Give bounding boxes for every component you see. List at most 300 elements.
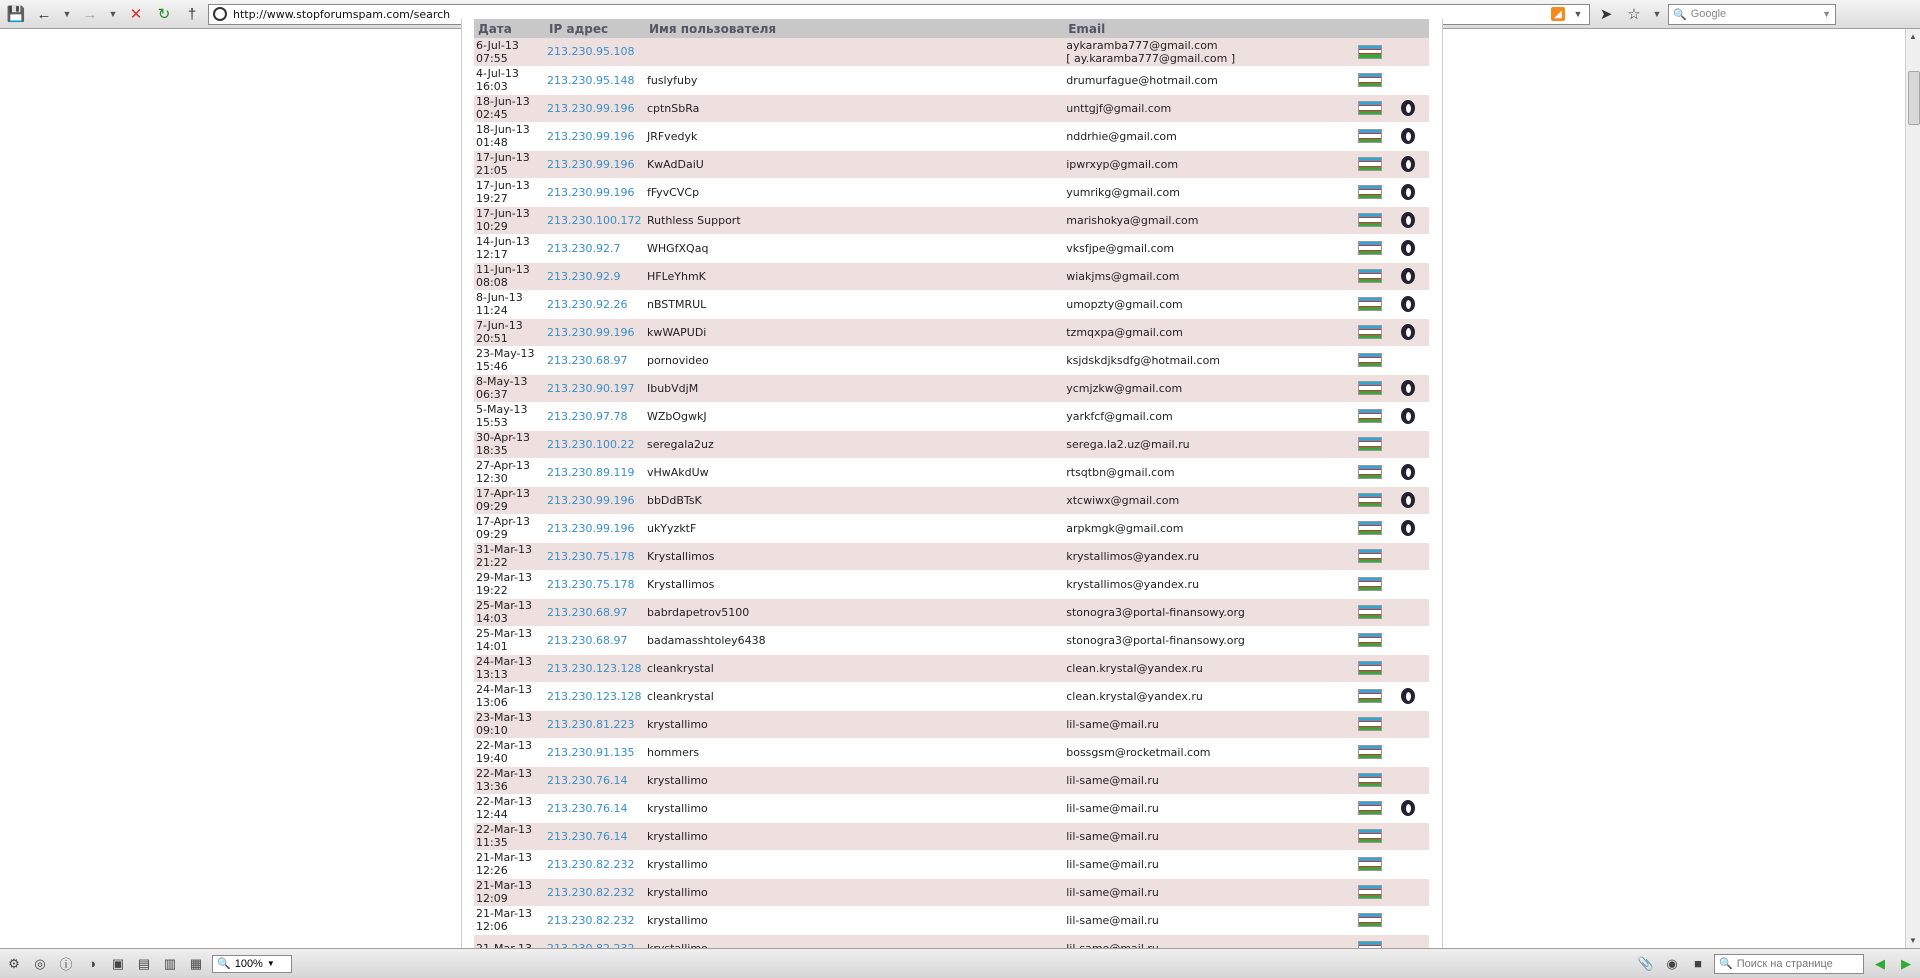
cell-ip-link[interactable]: 213.230.99.196: [547, 325, 635, 339]
table-row: [474, 178, 1429, 206]
cell-ip-link[interactable]: 213.230.99.196: [547, 157, 635, 171]
cell-flag: [1356, 486, 1399, 514]
cell-flag: [1356, 794, 1399, 822]
cell-ip-link[interactable]: 213.230.82.232: [547, 857, 635, 871]
table-row: [474, 374, 1429, 402]
cell-date: [474, 486, 545, 514]
cell-flag: [1356, 430, 1399, 458]
cell-username: WZbOgwkJ: [646, 409, 707, 423]
email-text: yumrikg@gmail.com: [1066, 185, 1180, 199]
scroll-up-arrow-icon[interactable]: ▲: [1909, 32, 1917, 41]
zoom-icon: 🔍: [217, 958, 231, 970]
cell-flag: [1356, 206, 1399, 234]
cell-flag: [1356, 66, 1399, 94]
cell-flag: [1356, 346, 1399, 374]
cell-username: ukYyzktF: [646, 521, 697, 535]
status-bar: [0, 948, 1920, 978]
cell-tor: [1399, 122, 1429, 150]
cell-flag: [1356, 654, 1399, 682]
time-text: 09:29: [476, 528, 508, 541]
tor-onion-icon[interactable]: [1401, 296, 1415, 312]
email-text: arpkmgk@gmail.com: [1066, 521, 1184, 535]
uzbekistan-flag-icon: [1358, 857, 1382, 871]
cell-email: [1064, 206, 1356, 234]
zoom-control[interactable]: [212, 955, 292, 973]
time-text: 12:17: [476, 248, 508, 261]
time-text: 14:01: [476, 640, 508, 653]
cell-ip-link[interactable]: 213.230.75.178: [547, 577, 635, 591]
cell-username: Krystallimos: [646, 549, 715, 563]
cell-ip-link[interactable]: 213.230.92.7: [547, 241, 621, 255]
table-row: [474, 542, 1429, 570]
cell-tor: [1399, 374, 1429, 402]
tor-onion-icon[interactable]: [1401, 380, 1415, 396]
cell-username: KwAdDaiU: [646, 157, 704, 171]
date-text: 14-Jun-13: [476, 235, 530, 248]
cell-date: [474, 682, 545, 710]
table-row: [474, 878, 1429, 906]
zoom-dropdown-icon[interactable]: ▼: [266, 959, 275, 968]
email-text: krystallimos@yandex.ru: [1066, 577, 1200, 591]
cell-email: [1064, 290, 1356, 318]
cell-username: [645, 38, 1064, 66]
table-row: [474, 206, 1429, 234]
time-text: 19:27: [476, 192, 508, 205]
cell-tor: [1399, 38, 1429, 66]
zoom-value[interactable]: 100%: [234, 957, 263, 970]
email-text: xtcwiwx@gmail.com: [1066, 493, 1180, 507]
tor-onion-icon[interactable]: [1401, 688, 1415, 704]
uzbekistan-flag-icon: [1358, 465, 1382, 479]
date-text: 21-Mar-13: [476, 879, 532, 892]
cell-ip-link[interactable]: 213.230.82.232: [547, 885, 635, 899]
time-text: 12:09: [476, 892, 508, 905]
table-row: [474, 262, 1429, 290]
date-text: 17-Apr-13: [476, 487, 531, 500]
cell-username: nBSTMRUL: [646, 297, 707, 311]
time-text: 12:30: [476, 472, 508, 485]
cell-email: [1064, 542, 1356, 570]
table-row: [474, 626, 1429, 654]
page-info-icon[interactable]: ■: [1694, 956, 1702, 971]
time-text: 06:37: [476, 388, 508, 401]
cell-date: [474, 178, 545, 206]
time-text: 21:22: [476, 556, 508, 569]
uzbekistan-flag-icon: [1358, 717, 1382, 731]
cell-date: [474, 66, 545, 94]
cell-email: [1064, 402, 1356, 430]
cell-ip-link[interactable]: 213.230.92.9: [547, 269, 621, 283]
cell-ip-link[interactable]: 213.230.95.148: [547, 73, 635, 87]
cell-username: Ruthless Support: [646, 213, 741, 227]
uzbekistan-flag-icon: [1358, 633, 1382, 647]
cell-username: seregala2uz: [646, 437, 714, 451]
panels-toggle-icon[interactable]: ⚙: [8, 955, 20, 971]
tor-onion-icon[interactable]: [1401, 156, 1415, 172]
cell-date: [474, 794, 545, 822]
cell-flag: [1356, 514, 1399, 542]
find-previous-icon[interactable]: ◀: [1875, 955, 1885, 971]
email-text: clean.krystal@yandex.ru: [1066, 689, 1203, 703]
header-email[interactable]: Email: [1068, 21, 1106, 36]
cell-tor: [1399, 430, 1429, 458]
date-text: 21-Mar-13: [476, 851, 532, 864]
table-header-row: [474, 19, 1429, 38]
cell-flag: [1356, 626, 1399, 654]
cell-date: [474, 234, 545, 262]
email-text: nddrhie@gmail.com: [1066, 129, 1177, 143]
cell-username: krystallimo: [646, 857, 708, 871]
table-row: [474, 318, 1429, 346]
reload-button[interactable]: ↻: [157, 6, 171, 23]
cell-tor: [1399, 794, 1429, 822]
cell-date: [474, 290, 545, 318]
time-text: 09:10: [476, 724, 508, 737]
cell-ip-link[interactable]: 213.230.123.128: [547, 661, 642, 675]
forward-history-chevron-icon[interactable]: ▼: [108, 9, 118, 19]
email-text: aykaramba777@gmail.com: [1066, 38, 1218, 52]
back-button[interactable]: ←: [36, 5, 52, 23]
uzbekistan-flag-icon: [1358, 549, 1382, 563]
cell-ip-link[interactable]: 213.230.76.14: [547, 829, 628, 843]
cell-username: krystallimo: [646, 801, 708, 815]
uzbekistan-flag-icon: [1358, 73, 1382, 87]
time-text: 15:53: [476, 416, 508, 429]
email-text: serega.la2.uz@mail.ru: [1066, 437, 1190, 451]
cell-flag: [1356, 710, 1399, 738]
date-text: 29-Mar-13: [476, 571, 532, 584]
cell-email: [1064, 122, 1356, 150]
table-row: [474, 402, 1429, 430]
cell-ip-link[interactable]: 213.230.68.97: [547, 633, 628, 647]
uzbekistan-flag-icon: [1358, 605, 1382, 619]
tor-onion-icon[interactable]: [1401, 800, 1415, 816]
cell-email: [1064, 654, 1356, 682]
cell-flag: [1356, 150, 1399, 178]
stop-button[interactable]: ✕: [129, 6, 143, 23]
images-icon[interactable]: ▣: [111, 955, 125, 971]
search-engine-dropdown-icon[interactable]: ▼: [1822, 9, 1831, 19]
cell-flag: [1356, 682, 1399, 710]
cell-email: [1064, 738, 1356, 766]
cell-email: [1064, 262, 1356, 290]
cell-ip-link[interactable]: 213.230.76.14: [547, 801, 628, 815]
uzbekistan-flag-icon: [1358, 773, 1382, 787]
find-next-icon[interactable]: ▶: [1901, 955, 1911, 971]
cell-date: [474, 318, 545, 346]
cell-ip-link[interactable]: 213.230.99.196: [547, 185, 635, 199]
email-text: lil-same@mail.ru: [1066, 717, 1159, 731]
uzbekistan-flag-icon: [1358, 381, 1382, 395]
cell-ip-link[interactable]: 213.230.81.223: [547, 717, 635, 731]
email-text: lil-same@mail.ru: [1066, 885, 1159, 899]
cell-flag: [1356, 458, 1399, 486]
cell-email: [1064, 570, 1356, 598]
cell-email: [1064, 430, 1356, 458]
table-row: [474, 290, 1429, 318]
email-text: ipwrxyp@gmail.com: [1066, 157, 1179, 171]
cell-username: cleankrystal: [646, 689, 714, 703]
uzbekistan-flag-icon: [1358, 325, 1382, 339]
date-text: 25-Mar-13: [476, 627, 532, 640]
cell-ip-link[interactable]: 213.230.123.128: [547, 689, 642, 703]
cell-ip-link[interactable]: 213.230.90.197: [547, 381, 635, 395]
cell-ip-link[interactable]: 213.230.91.135: [547, 745, 635, 759]
cell-email: [1064, 38, 1356, 66]
date-text: 11-Jun-13: [476, 263, 530, 276]
date-text: 18-Jun-13: [476, 123, 530, 136]
cell-username: WHGfXQaq: [646, 241, 709, 255]
time-text: 15:46: [476, 360, 508, 373]
cell-tor: [1399, 626, 1429, 654]
spam-records-table: [474, 19, 1429, 963]
email-alt-text: [ ay.karamba777@gmail.com ]: [1066, 51, 1236, 65]
email-text: rtsqtbn@gmail.com: [1066, 465, 1175, 479]
cell-username: krystallimo: [646, 717, 708, 731]
table-row: [474, 150, 1429, 178]
tor-onion-icon[interactable]: [1401, 324, 1415, 340]
cell-date: [474, 262, 545, 290]
time-text: 19:40: [476, 752, 508, 765]
back-history-chevron-icon[interactable]: ▼: [62, 9, 72, 19]
tor-onion-icon[interactable]: [1401, 268, 1415, 284]
table-row: [474, 710, 1429, 738]
cell-email: [1064, 822, 1356, 850]
cell-username: krystallimo: [646, 913, 708, 927]
uzbekistan-flag-icon: [1358, 885, 1382, 899]
table-row: [474, 38, 1429, 66]
cell-date: [474, 402, 545, 430]
date-text: 27-Apr-13: [476, 459, 531, 472]
cell-date: [474, 626, 545, 654]
cell-ip-link[interactable]: 213.230.95.108: [547, 45, 635, 59]
cell-ip-link[interactable]: 213.230.99.196: [547, 521, 635, 535]
email-text: stonogra3@portal-finansowy.org: [1066, 605, 1245, 619]
email-text: lil-same@mail.ru: [1066, 857, 1159, 871]
vertical-scrollbar[interactable]: [1905, 29, 1920, 948]
wand-icon[interactable]: †: [187, 5, 197, 23]
email-text: stonogra3@portal-finansowy.org: [1066, 633, 1245, 647]
uzbekistan-flag-icon: [1358, 269, 1382, 283]
page-container: [461, 19, 1443, 959]
table-row: [474, 738, 1429, 766]
header-ip[interactable]: IP адрес: [549, 21, 609, 36]
cell-email: [1064, 346, 1356, 374]
cell-tor: [1399, 486, 1429, 514]
cell-flag: [1356, 570, 1399, 598]
email-text: marishokya@gmail.com: [1066, 213, 1199, 227]
cell-tor: [1399, 458, 1429, 486]
uzbekistan-flag-icon: [1358, 689, 1382, 703]
email-text: lil-same@mail.ru: [1066, 829, 1159, 843]
table-row: [474, 598, 1429, 626]
time-text: 13:13: [476, 668, 508, 681]
cell-ip-link[interactable]: 213.230.100.172: [547, 213, 642, 227]
email-text: vksfjpe@gmail.com: [1066, 241, 1175, 255]
opera-logo-icon: [213, 7, 227, 21]
cell-flag: [1356, 374, 1399, 402]
date-text: 24-Mar-13: [476, 683, 532, 696]
tor-onion-icon[interactable]: [1401, 212, 1415, 228]
time-text: 11:24: [476, 304, 508, 317]
find-search-icon: 🔍: [1719, 958, 1733, 970]
date-text: 21-Mar-13: [476, 907, 532, 920]
date-text: 22-Mar-13: [476, 795, 532, 808]
rss-feed-icon[interactable]: ◢: [1551, 7, 1565, 21]
tor-onion-icon[interactable]: [1401, 128, 1415, 144]
tor-onion-icon[interactable]: [1401, 184, 1415, 200]
cell-flag: [1356, 850, 1399, 878]
cell-tor: [1399, 514, 1429, 542]
email-text: bossgsm@rocketmail.com: [1066, 745, 1211, 759]
cell-tor: [1399, 150, 1429, 178]
cell-tor: [1399, 710, 1429, 738]
cell-username: kwWAPUDi: [646, 325, 707, 339]
cell-tor: [1399, 878, 1429, 906]
cell-ip-link[interactable]: 213.230.100.22: [547, 437, 635, 451]
cell-ip-link[interactable]: 213.230.97.78: [547, 409, 628, 423]
tor-onion-icon[interactable]: [1401, 520, 1415, 536]
cell-username: badamasshtoley6438: [646, 633, 766, 647]
uzbekistan-flag-icon: [1358, 101, 1382, 115]
time-text: 09:29: [476, 500, 508, 513]
tor-onion-icon[interactable]: [1401, 492, 1415, 508]
header-username[interactable]: Имя пользователя: [648, 21, 777, 36]
cell-username: krystallimo: [646, 773, 708, 787]
uzbekistan-flag-icon: [1358, 409, 1382, 423]
email-text: ycmjzkw@gmail.com: [1066, 381, 1183, 395]
cell-flag: [1356, 766, 1399, 794]
cell-date: [474, 822, 545, 850]
cell-username: cleankrystal: [646, 661, 714, 675]
cell-email: [1064, 94, 1356, 122]
page-icon[interactable]: ▤: [137, 955, 151, 971]
attachment-icon[interactable]: 📎: [1637, 955, 1655, 971]
cell-username: pornovideo: [646, 353, 709, 367]
table-row: [474, 234, 1429, 262]
email-text: yarkfcf@gmail.com: [1066, 409, 1173, 423]
search-field[interactable]: [1668, 4, 1836, 25]
cell-tor: [1399, 682, 1429, 710]
cell-email: [1064, 178, 1356, 206]
uzbekistan-flag-icon: [1358, 521, 1382, 535]
cell-email: [1064, 514, 1356, 542]
table-row: [474, 458, 1429, 486]
cell-ip-link[interactable]: 213.230.82.232: [547, 913, 635, 927]
cell-ip-link[interactable]: 213.230.75.178: [547, 549, 635, 563]
cell-email: [1064, 766, 1356, 794]
uzbekistan-flag-icon: [1358, 157, 1382, 171]
scroll-down-arrow-icon[interactable]: ▼: [1909, 936, 1917, 945]
uzbekistan-flag-icon: [1358, 213, 1382, 227]
cell-tor: [1399, 906, 1429, 934]
cell-date: [474, 150, 545, 178]
tor-onion-icon[interactable]: [1401, 240, 1415, 256]
cell-tor: [1399, 738, 1429, 766]
cell-ip-link[interactable]: 213.230.68.97: [547, 605, 628, 619]
bookmark-dropdown-icon[interactable]: ▼: [1652, 9, 1662, 19]
cell-ip-link[interactable]: 213.230.99.196: [547, 129, 635, 143]
cell-ip-link[interactable]: 213.230.92.26: [547, 297, 628, 311]
cell-flag: [1356, 822, 1399, 850]
cell-ip-link[interactable]: 213.230.89.119: [547, 465, 635, 479]
date-text: 4-Jul-13: [476, 67, 519, 80]
date-text: 22-Mar-13: [476, 767, 532, 780]
time-text: 07:55: [476, 51, 508, 65]
time-text: 08:08: [476, 276, 508, 289]
table-row: [474, 850, 1429, 878]
table-row: [474, 94, 1429, 122]
cell-username: krystallimo: [646, 829, 708, 843]
cell-ip-link[interactable]: 213.230.68.97: [547, 353, 628, 367]
date-text: 23-Mar-13: [476, 711, 532, 724]
time-text: 18:35: [476, 444, 508, 457]
address-dropdown-icon[interactable]: ▼: [1573, 9, 1583, 19]
uzbekistan-flag-icon: [1358, 829, 1382, 843]
cell-tor: [1399, 290, 1429, 318]
forward-button[interactable]: →: [82, 5, 98, 23]
date-text: 18-Jun-13: [476, 95, 530, 108]
time-text: 12:26: [476, 864, 508, 877]
ad-block-icon[interactable]: ◑: [88, 956, 96, 971]
go-button[interactable]: ➤: [1599, 6, 1613, 23]
cell-flag: [1356, 38, 1399, 66]
save-icon[interactable]: 💾: [6, 6, 26, 23]
bookmark-star-icon[interactable]: ☆: [1627, 6, 1641, 23]
cell-date: [474, 850, 545, 878]
tor-onion-icon[interactable]: [1401, 464, 1415, 480]
time-text: 11:35: [476, 836, 508, 849]
network-icon[interactable]: ◉: [1666, 955, 1678, 971]
date-text: 17-Jun-13: [476, 151, 530, 164]
cell-tor: [1399, 346, 1429, 374]
date-text: 8-Jun-13: [476, 291, 523, 304]
table-row: [474, 822, 1429, 850]
address-bar-text[interactable]: http://www.stopforumspam.com/search: [233, 7, 451, 21]
cell-flag: [1356, 318, 1399, 346]
cell-tor: [1399, 598, 1429, 626]
header-date[interactable]: Дата: [478, 21, 512, 36]
fit-width-icon[interactable]: ▦: [189, 955, 203, 971]
cell-date: [474, 374, 545, 402]
find-placeholder: Поиск на странице: [1736, 957, 1833, 970]
date-text: 8-May-13: [476, 375, 528, 388]
cell-ip-link[interactable]: 213.230.76.14: [547, 773, 628, 787]
cell-ip-link[interactable]: 213.230.99.196: [547, 101, 635, 115]
date-text: 22-Mar-13: [476, 823, 532, 836]
time-text: 20:51: [476, 332, 508, 345]
cell-email: [1064, 234, 1356, 262]
view-mode-icon[interactable]: ▥: [163, 955, 177, 971]
cell-tor: [1399, 654, 1429, 682]
cell-tor: [1399, 94, 1429, 122]
turbo-icon[interactable]: ◎: [34, 955, 46, 971]
date-text: 23-May-13: [476, 347, 535, 360]
tor-onion-icon[interactable]: [1401, 100, 1415, 116]
scrollbar-thumb[interactable]: [1908, 71, 1920, 125]
cell-ip-link[interactable]: 213.230.99.196: [547, 493, 635, 507]
time-text: 14:03: [476, 612, 508, 625]
find-in-page-field[interactable]: [1714, 954, 1864, 974]
cell-email: [1064, 318, 1356, 346]
tor-onion-icon[interactable]: [1401, 408, 1415, 424]
uzbekistan-flag-icon: [1358, 745, 1382, 759]
cell-date: [474, 598, 545, 626]
date-text: 31-Mar-13: [476, 543, 532, 556]
cell-flag: [1356, 234, 1399, 262]
info-icon[interactable]: ⓘ: [59, 957, 73, 972]
uzbekistan-flag-icon: [1358, 297, 1382, 311]
